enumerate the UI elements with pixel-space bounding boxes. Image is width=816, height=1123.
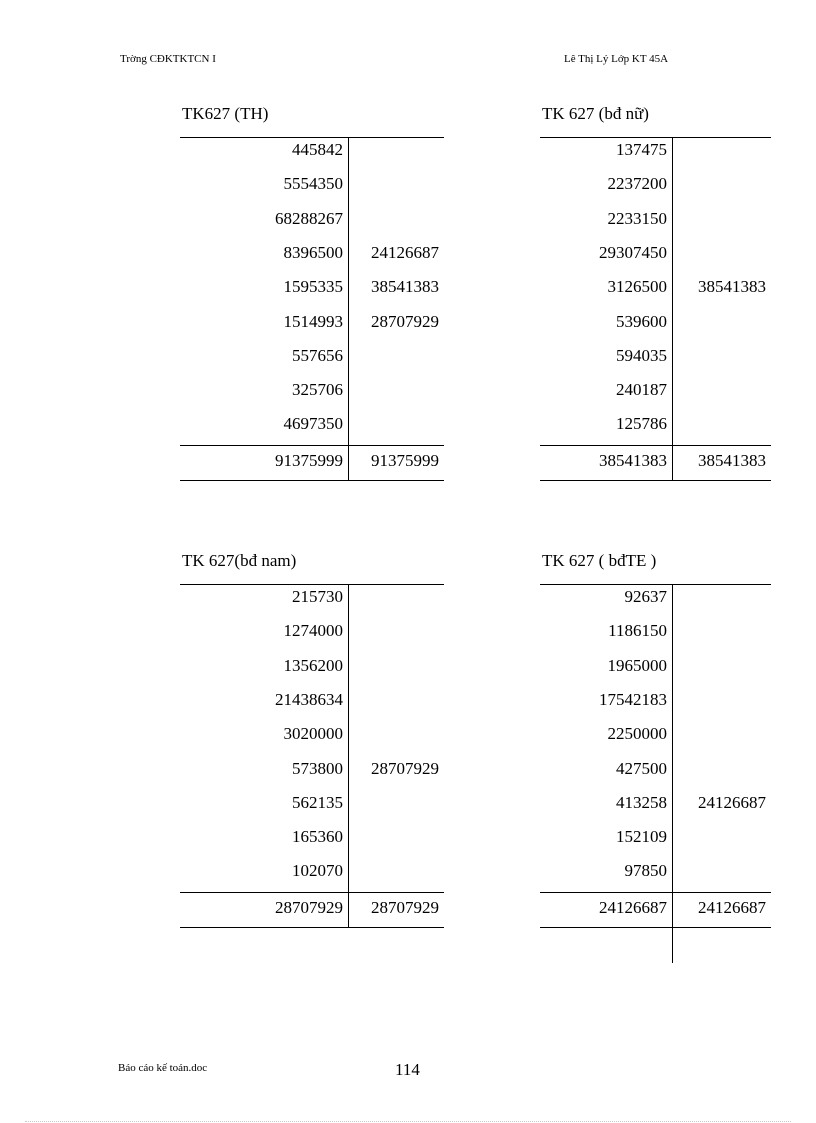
account-sum-rule xyxy=(180,892,444,893)
credit-entry xyxy=(348,827,439,847)
debit-entry: 2237200 xyxy=(607,174,667,194)
credit-entry xyxy=(672,346,766,366)
account-top-rule xyxy=(180,584,444,585)
credit-total: 24126687 xyxy=(698,897,766,917)
account-divider xyxy=(348,584,349,927)
credit-entry xyxy=(672,690,766,710)
account-top-rule xyxy=(540,137,771,138)
account-title: TK 627(bđ nam) xyxy=(182,551,297,570)
page-edge xyxy=(25,1121,791,1122)
credit-entry xyxy=(348,209,439,229)
account-bottom-rule xyxy=(540,480,771,481)
account-divider xyxy=(348,137,349,480)
debit-entry: 1274000 xyxy=(283,621,343,641)
credit-entry: 28707929 xyxy=(371,311,439,331)
credit-entry xyxy=(672,621,766,641)
debit-entry: 3020000 xyxy=(283,724,343,744)
debit-entry: 562135 xyxy=(292,792,343,812)
debit-entry: 325706 xyxy=(292,380,343,400)
account-sum-rule xyxy=(180,445,444,446)
debit-entry: 68288267 xyxy=(275,208,343,228)
account-sum-rule xyxy=(540,445,771,446)
credit-entry xyxy=(672,861,766,881)
debit-entry: 594035 xyxy=(616,345,667,365)
credit-entry xyxy=(672,759,766,779)
account-title: TK 627 ( bđTE ) xyxy=(542,551,657,570)
credit-total: 38541383 xyxy=(698,450,766,470)
credit-entry xyxy=(348,414,439,434)
debit-entry: 4697350 xyxy=(283,414,343,434)
debit-entry: 3126500 xyxy=(607,277,667,297)
footer-filename: Báo cáo kế toán.doc xyxy=(118,1062,208,1074)
credit-total: 91375999 xyxy=(371,450,439,470)
debit-entry: 427500 xyxy=(616,758,667,778)
debit-entry: 137475 xyxy=(616,140,667,159)
credit-entry xyxy=(672,656,766,676)
account-bottom-rule xyxy=(180,927,444,928)
account-divider xyxy=(672,584,673,963)
account-bottom-rule xyxy=(180,480,444,481)
credit-entry xyxy=(348,656,439,676)
credit-entry: 28707929 xyxy=(371,758,439,778)
credit-entry xyxy=(348,690,439,710)
credit-entry: 38541383 xyxy=(698,277,766,297)
debit-total: 91375999 xyxy=(275,450,343,470)
debit-entry: 240187 xyxy=(616,380,667,400)
credit-entry xyxy=(348,346,439,366)
account-top-rule xyxy=(180,137,444,138)
credit-entry xyxy=(672,209,766,229)
debit-entry: 1595335 xyxy=(283,277,343,297)
credit-entry: 24126687 xyxy=(698,792,766,812)
account-title: TK627 (TH) xyxy=(182,104,269,123)
credit-entry xyxy=(348,587,439,607)
credit-entry xyxy=(348,174,439,194)
debit-entry: 557656 xyxy=(292,345,343,365)
debit-entry: 92637 xyxy=(624,587,667,606)
debit-entry: 215730 xyxy=(292,587,343,606)
credit-entry xyxy=(672,827,766,847)
debit-entry: 445842 xyxy=(292,140,343,159)
debit-entry: 573800 xyxy=(292,758,343,778)
debit-entry: 2233150 xyxy=(607,208,667,228)
account-bottom-rule xyxy=(540,927,771,928)
credit-entry xyxy=(348,140,439,160)
account-sum-rule xyxy=(540,892,771,893)
debit-entry: 539600 xyxy=(616,311,667,331)
debit-entry: 17542183 xyxy=(599,689,667,709)
debit-total: 24126687 xyxy=(599,897,667,917)
page-number: 114 xyxy=(395,1060,420,1079)
debit-entry: 102070 xyxy=(292,861,343,881)
debit-total: 38541383 xyxy=(599,450,667,470)
header-left: Trờng CĐKTKTCN I xyxy=(120,53,216,65)
debit-entry: 97850 xyxy=(624,861,667,881)
credit-entry xyxy=(348,724,439,744)
credit-total: 28707929 xyxy=(371,897,439,917)
credit-entry xyxy=(672,724,766,744)
account-title: TK 627 (bđ nữ) xyxy=(542,104,649,123)
debit-entry: 29307450 xyxy=(599,242,667,262)
debit-total: 28707929 xyxy=(275,897,343,917)
credit-entry xyxy=(348,621,439,641)
credit-entry xyxy=(672,380,766,400)
credit-entry xyxy=(348,793,439,813)
debit-entry: 1514993 xyxy=(283,311,343,331)
debit-entry: 413258 xyxy=(616,792,667,812)
header-right: Lê Thị Lý Lớp KT 45A xyxy=(564,53,669,65)
account-divider xyxy=(672,137,673,480)
debit-entry: 1356200 xyxy=(283,655,343,675)
credit-entry xyxy=(672,587,766,607)
credit-entry xyxy=(672,140,766,160)
credit-entry xyxy=(672,243,766,263)
credit-entry: 38541383 xyxy=(371,277,439,297)
credit-entry xyxy=(672,174,766,194)
credit-entry xyxy=(672,312,766,332)
credit-entry xyxy=(348,861,439,881)
debit-entry: 5554350 xyxy=(283,174,343,194)
debit-entry: 21438634 xyxy=(275,689,343,709)
credit-entry: 24126687 xyxy=(371,242,439,262)
debit-entry: 1186150 xyxy=(608,621,667,641)
debit-entry: 125786 xyxy=(616,414,667,434)
account-top-rule xyxy=(540,584,771,585)
debit-entry: 8396500 xyxy=(283,242,343,262)
credit-entry xyxy=(672,414,766,434)
debit-entry: 165360 xyxy=(292,827,343,847)
debit-entry: 1965000 xyxy=(607,655,667,675)
credit-entry xyxy=(348,380,439,400)
debit-entry: 152109 xyxy=(616,827,667,847)
debit-entry: 2250000 xyxy=(607,724,667,744)
